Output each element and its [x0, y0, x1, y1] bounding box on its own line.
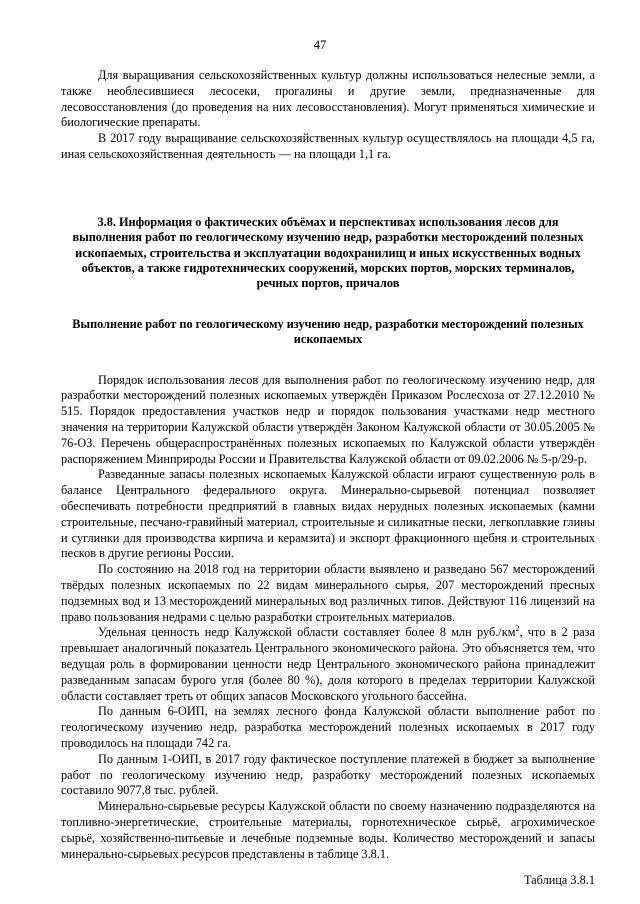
body-paragraph-1: Порядок использования лесов для выполнения работ по геологическому изучению недр, для разработки месторождений полезных ископаемых утверждён Приказом Рослесхоза от 27.12.2010 № 515. Порядок предоставления участков недр и порядок пользования участками недр местного значения на территории Калужской области утверждён Законом Калужской области от 30.05.2005 № 76-ОЗ. Перечень общераспространённых полезных ископаемых по Калужской области утверждён распоряжением Минприроды России и Правительства Калужской области от 09.02.2006 № 5-р/29-р. [61, 372, 595, 466]
paragraph-4-text-end: , что в 2 раза превышает аналогичный показатель Центрального экономического района. Это объясняется тем, что ведущая роль в формировании ценности недр Центрального экономического района принадлежит разведанным запасам бурого угля (более 80 %), доля которого в пределах территории Калужской области составляет треть от общих запасов Московского угольного бассейна. [61, 625, 595, 703]
body-paragraph-2: Разведанные запасы полезных ископаемых Калужской области играют существенную роль в балансе Центрального федерального округа. Минерально-сырьевой потенциал позволяет обеспечивать потребности предприятий в главных видах нерудных полезных ископаемых (камни строительные, песчано-гравийный материал, строительные и силикатные пески, легкоплавкие глины и суглинки для производства кирпича и керамзита) и экспорт фракционного щебня и строительных песков в другие регионы России. [61, 467, 595, 561]
table-caption: Таблица 3.8.1 [523, 873, 595, 888]
paragraph-4-text-start: Удельная ценность недр Калужской области составляет более 8 млн руб./км [98, 625, 516, 640]
section-heading: 3.8. Информация о фактических объёмах и перспективах использования лесов для выполнения работ по геологическому изучению недр, разработки месторождений полезных ископаемых, строительства и эксплуатации водохранилищ и иных искусственных водных объектов, а также гидротехнических сооружений, морских портов, морских терминалов, речных портов, причалов [72, 214, 584, 291]
body-paragraph-3: По состоянию на 2018 год на территории области выявлено и разведано 567 месторождений твёрдых полезных ископаемых по 22 видам минерального сырья, 207 месторождений пресных подземных вод и 13 месторождений минеральных вод различных типов. Действуют 116 лицензий на право пользования недрами с целью разработки строительных материалов. [61, 562, 595, 624]
body-paragraph-7: Минерально-сырьевые ресурсы Калужской области по своему назначению подразделяются на топливно-энергетические, строительные материалы, горнотехническое сырьё, агрохимическое сырьё, хозяйственно-питьевые и лечебные подземные воды. Количество месторождений и запасы минерально-сырьевых ресурсов представлены в таблице 3.8.1. [61, 799, 595, 861]
intro-paragraph-2: В 2017 году выращивание сельскохозяйственных культур осуществлялось на площади 4,5 га, иная сельскохозяйственная деятельность — на площади 1,1 га. [61, 131, 595, 161]
page-number: 47 [313, 38, 327, 52]
subsection-heading: Выполнение работ по геологическому изучению недр, разработки месторождений полезных ископаемых [72, 316, 584, 347]
superscript-squared: 2 [515, 624, 520, 634]
page-content [61, 68, 595, 888]
body-paragraph-6: По данным 1-ОИП, в 2017 году фактическое поступление платежей в бюджет за выполнение работ по геологическому изучению недр, разработку месторождений полезных ископаемых составило 9077,8 тыс. рублей. [61, 751, 595, 798]
intro-paragraph-1: Для выращивания сельскохозяйственных культур должны использоваться нелесные земли, а также необлесившиеся лесосеки, прогалины и другие земли, предназначенные для лесовосстановления (до проведения на них лесовосстановления). Могут применяться химические и биологические препараты. [61, 68, 595, 130]
body-paragraph-5: По данным 6-ОИП, на землях лесного фонда Калужской области выполнение работ по геологическому изучению недр, разработка месторождений полезных ископаемых в 2017 году проводилось на площади 742 га. [61, 704, 595, 750]
body-paragraph-4 [61, 625, 595, 704]
